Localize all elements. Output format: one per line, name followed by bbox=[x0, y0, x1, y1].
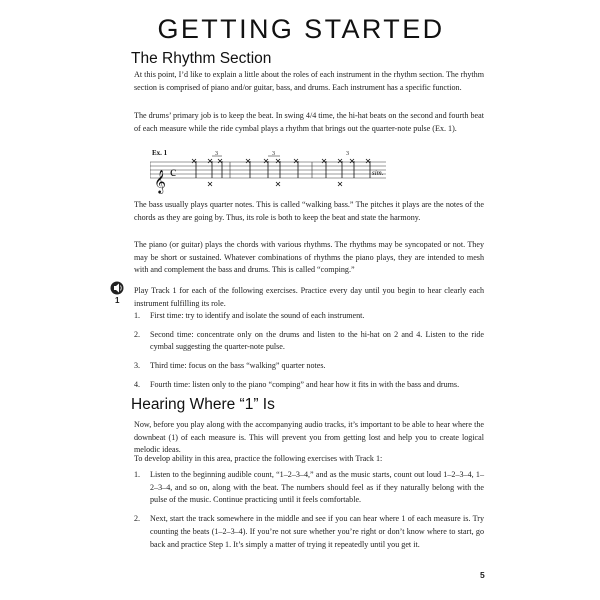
hihat-note-3 bbox=[338, 182, 342, 186]
page-number: 5 bbox=[480, 570, 485, 580]
triplet-mark-3: 3 bbox=[346, 151, 349, 157]
hihat-note-1 bbox=[208, 182, 212, 186]
list-item: 3. Third time: focus on the bass “walking” quarter notes. bbox=[134, 361, 326, 371]
paragraph-bass: The bass usually plays quarter notes. This is called “walking bass.” The pitches it plays are the notes of the chords as they are going by. Thus, its role is both to keep the beat and state the harmony. bbox=[134, 200, 484, 222]
list-item: 4. Fourth time: listen only to the piano “comping” and hear how it fits in with the bass and drums. bbox=[134, 379, 460, 389]
track-number: 1 bbox=[115, 296, 120, 305]
list-item: 2. Next, start the track somewhere in the middle and see if you can hear where 1 of each measure is. Try counting the beats (1–2–3–4). If you’re not sure whether you’re right or don’t know where to start, go back and practice Step 1. It’s simply a matter of trying it repeatedly until you get it. bbox=[134, 514, 484, 549]
list-item: 1. First time: try to identify and isolate the sound of each instrument. bbox=[134, 311, 365, 320]
hihat-note-2 bbox=[276, 182, 280, 186]
list-item: 2. Second time: concentrate only on the drums and listen to the hi-hat on 2 and 4. Listen to the ride cymbal suggesting the quarter-note pulse. bbox=[134, 329, 484, 352]
treble-clef-icon: 𝄞 bbox=[154, 169, 166, 193]
page-title: GETTING STARTED bbox=[157, 14, 445, 44]
simile-mark: sim. bbox=[372, 169, 384, 177]
exercise-list-1 bbox=[134, 310, 484, 392]
section-heading-hearing: Hearing Where “1” Is bbox=[131, 396, 275, 413]
drum-notation-example bbox=[150, 148, 450, 198]
paragraph-downbeat: Now, before you play along with the accompanying audio tracks, it’s important to be able to hear where the downbeat (1) of each measure is. This will prevent you from getting lost and help you to create logical melodic ideas. bbox=[134, 420, 484, 455]
list-item: 1. Listen to the beginning audible count, “1–2–3–4,” and as the music starts, count out loud 1–2–3–4, 1–2–3–4, and so on, along with the beat. The numbers should feel as if they naturally belong with the pulse of the music. Continue practicing until it feels comfortable. bbox=[134, 470, 484, 505]
paragraph-track: Play Track 1 for each of the following exercises. Practice every day until you begin to hear clearly each instrument fulfilling its role. bbox=[134, 286, 484, 308]
paragraph-piano: The piano (or guitar) plays the chords with various rhythms. The rhythms may be syncopated or not. They may be short or sustained. Whatever combinations of rhythms the piano plays, they are intended to mesh with and complement the bass and drums. This is called “comping.” bbox=[134, 240, 484, 275]
paragraph-drums: The drums’ primary job is to keep the beat. In swing 4/4 time, the hi-hat beats on the second and fourth beat of each measure while the ride cymbal plays a rhythm that brings out the quarter-note pulse (Ex. 1). bbox=[134, 111, 484, 133]
exercise-list-2 bbox=[134, 469, 484, 551]
triplet-mark-2: 3 bbox=[272, 151, 275, 157]
paragraph-intro: At this point, I’d like to explain a little about the roles of each instrument in the rhythm section. The rhythm section is comprised of piano and/or guitar, bass, and drums. Each instrument has a specific function. bbox=[134, 70, 484, 92]
time-signature: c bbox=[170, 165, 177, 180]
example-label: Ex. 1 bbox=[152, 149, 168, 157]
paragraph-track1: To develop ability in this area, practice the following exercises with Track 1: bbox=[134, 454, 383, 463]
section-heading-rhythm: The Rhythm Section bbox=[131, 50, 272, 67]
triplet-mark-1: 3 bbox=[215, 151, 218, 157]
speaker-icon[interactable] bbox=[110, 281, 126, 295]
